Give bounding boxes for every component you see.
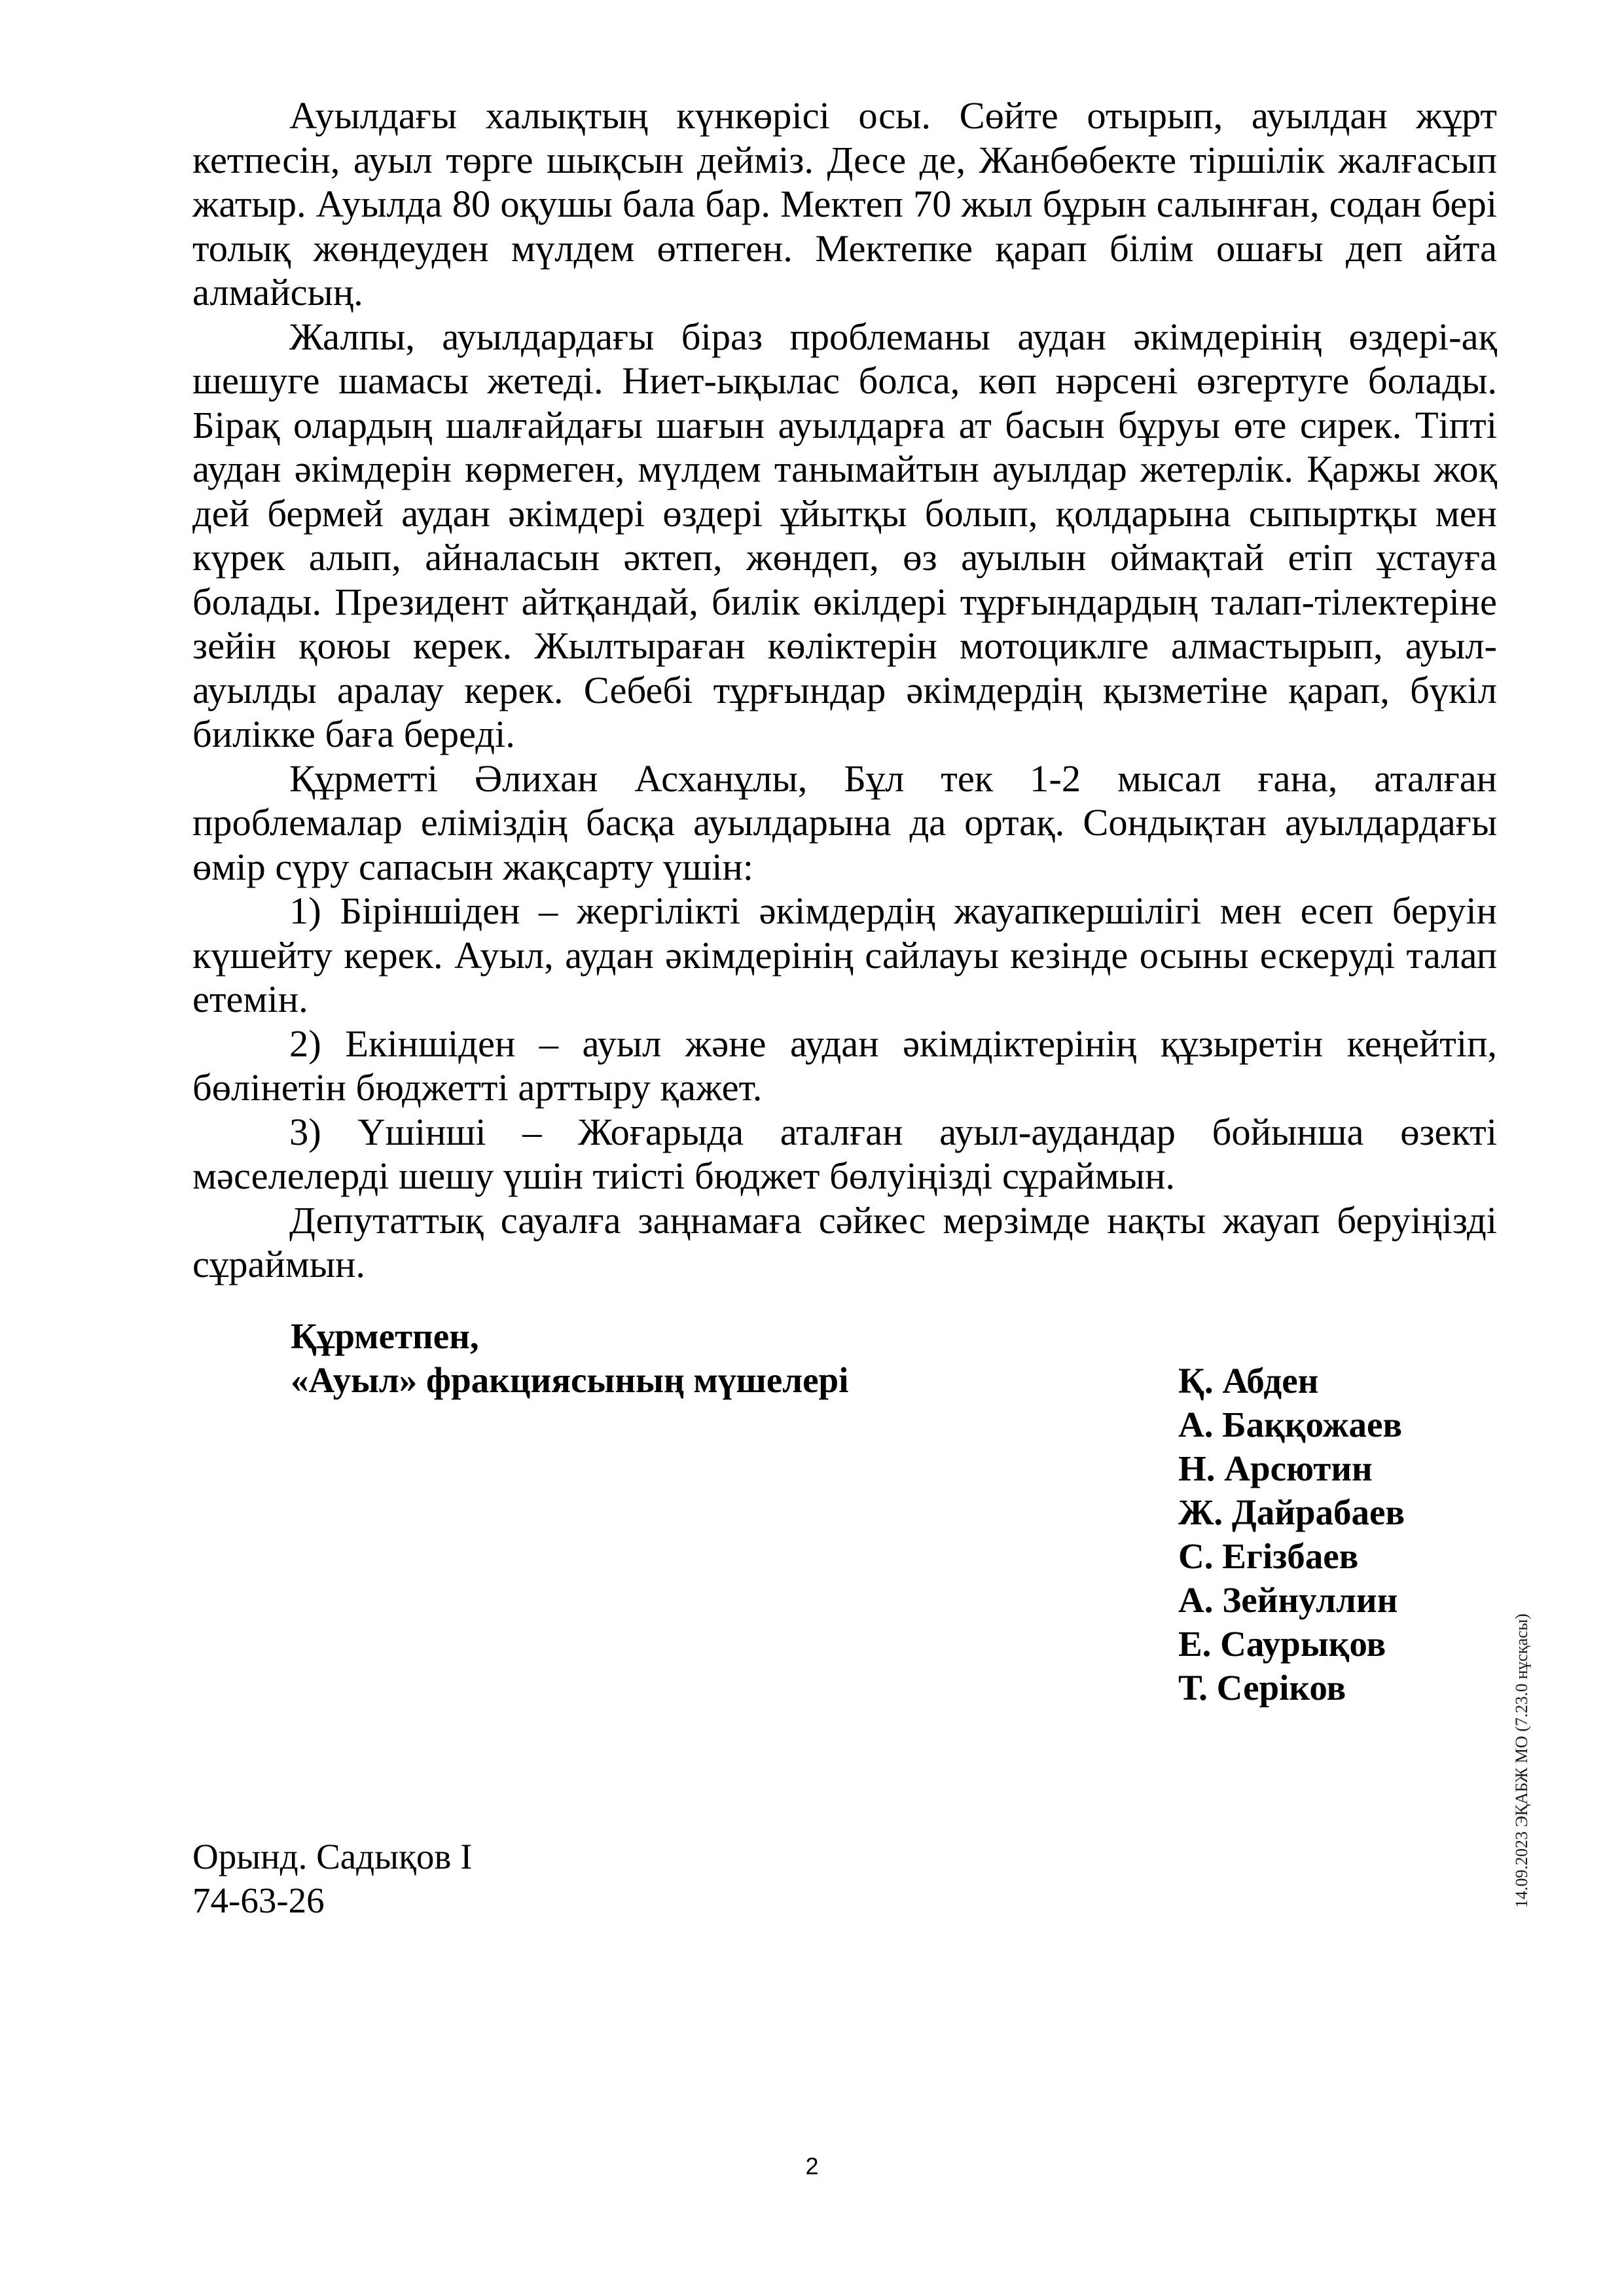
member-name: Ж. Дайрабаев: [1178, 1492, 1405, 1532]
executor-block: [192, 1835, 472, 1922]
member-list: [1178, 1359, 1405, 1710]
member-name: Н. Арсютин: [1178, 1448, 1373, 1488]
member-name: Т. Серіков: [1178, 1668, 1346, 1708]
member-name: А. Зейнуллин: [1178, 1580, 1398, 1620]
side-stamp: 14.09.2023 ЭҚАБЖ МО (7.23.0 нұсқасы): [1512, 1613, 1531, 1908]
member-name: Е. Саурықов: [1178, 1624, 1386, 1664]
closing-line: Құрметпен,: [291, 1316, 479, 1356]
list-item: 3) Үшінші – Жоғарыда аталған ауыл-аудандар бойынша өзекті мәселелерді шешу үшін тиісті бюджет бөлуіңізді сұраймын.: [192, 1110, 1497, 1197]
paragraph: Жалпы, ауылдардағы біраз проблеманы аудан әкімдерінің өздері-ақ шешуге шамасы жетеді. Ниет-ықылас болса, көп нәрсені өзгертуге болады. Бірақ олардың шалғайдағы шағын ауылдарға ат басын бұруы өте сирек. Тіпті аудан әкімдерін көрмеген, мүлдем танымайтын ауылдар жетерлік. Қаржы жоқ дей бермей аудан әкімдері өздері ұйытқы болып, қолдарына сыпыртқы мен күрек алып, айналасын әктеп, жөндеп, өз ауылын оймақтай етіп ұстауға болады. Президент айтқандай, билік өкілдері тұрғындардың талап-тілектеріне зейін қоюы керек. Жылтыраған көліктерін мотоциклге алмастырып, ауыл-ауылды аралау керек. Себебі тұрғындар әкімдердің қызметіне қарап, бүкіл билікке баға береді.: [192, 315, 1497, 755]
executor-phone: 74-63-26: [192, 1880, 325, 1920]
signature-block: [291, 1314, 848, 1402]
executor-name: Орынд. Садықов І: [192, 1837, 473, 1876]
list-item: 2) Екіншіден – ауыл және аудан әкімдіктерінің құзыретін кеңейтіп, бөлінетін бюджетті арттыру қажет.: [192, 1022, 1497, 1109]
paragraph: Депутаттық сауалға заңнамаға сәйкес мерзімде нақты жауап беруіңізді сұраймын.: [192, 1198, 1497, 1285]
paragraph: Құрметті Әлихан Асханұлы, Бұл тек 1-2 мысал ғана, аталған проблемалар еліміздің басқа ауылдарына да ортақ. Сондықтан ауылдардағы өмір сүру сапасын жақсарту үшін:: [192, 757, 1497, 888]
list-item: 1) Біріншіден – жергілікті әкімдердің жауапкершілігі мен есеп беруін күшейту керек. Ауыл, аудан әкімдерінің сайлауы кезінде осыны ескеруді талап етемін.: [192, 889, 1497, 1020]
letter-body: [192, 94, 1497, 1287]
paragraph: Ауылдағы халықтың күнкөрісі осы. Сөйте отырып, ауылдан жұрт кетпесін, ауыл төрге шықсын дейміз. Десе де, Жанбөбекте тіршілік жалғасып жатыр. Ауылда 80 оқушы бала бар. Мектеп 70 жыл бұрын салынған, содан бері толық жөндеуден мүлдем өтпеген. Мектепке қарап білім ошағы деп айта алмайсың.: [192, 94, 1497, 314]
member-name: А. Баққожаев: [1178, 1405, 1403, 1444]
page-number: 2: [805, 2153, 819, 2179]
member-name: Қ. Абден: [1178, 1361, 1319, 1401]
member-name: С. Егізбаев: [1178, 1536, 1359, 1576]
faction-line: «Ауыл» фракциясының мүшелері: [291, 1360, 849, 1400]
